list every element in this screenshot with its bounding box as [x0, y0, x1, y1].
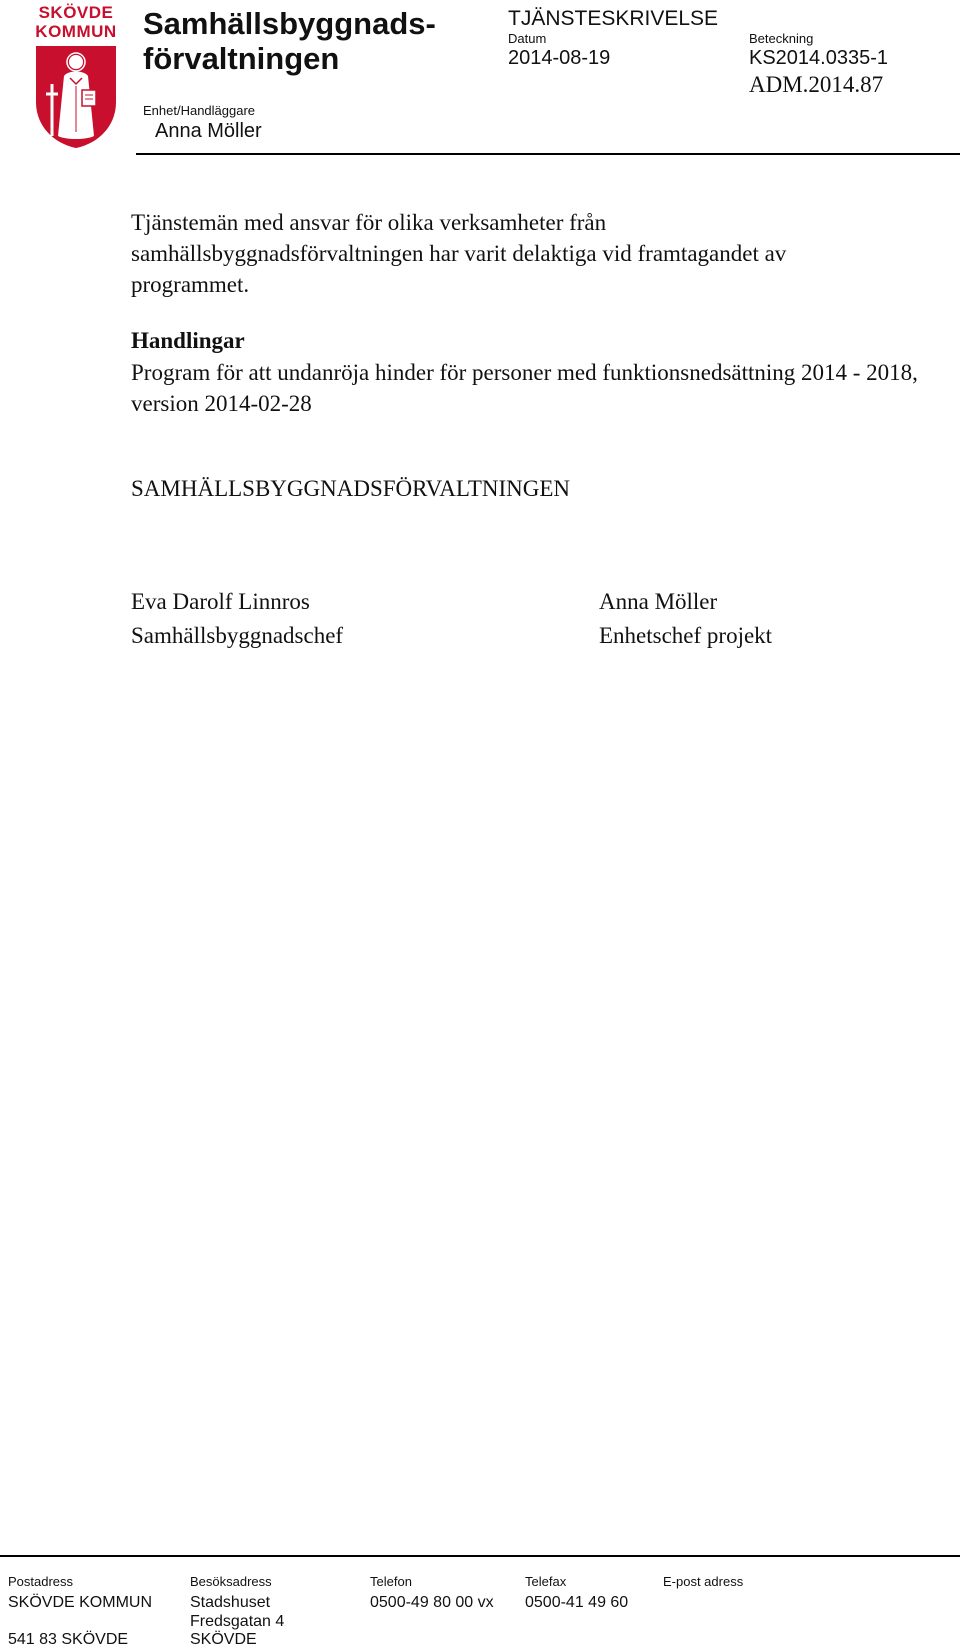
- signature-left-title: Samhällsbyggnadschef: [131, 623, 344, 648]
- footer-besoksadress-label: Besöksadress: [190, 1574, 272, 1589]
- footer-besoksadress-line2: Fredsgatan 4: [190, 1613, 285, 1630]
- logo-text-line1: SKÖVDE: [38, 3, 114, 22]
- department-title: [143, 6, 436, 76]
- signature-left-name: Eva Darolf Linnros: [131, 589, 310, 614]
- handlaggare-label: Enhet/Handläggare: [143, 103, 256, 118]
- signature-right-name: Anna Möller: [599, 589, 718, 614]
- footer-divider: [0, 1555, 960, 1557]
- footer-telefon-label: Telefon: [370, 1574, 412, 1589]
- footer-postadress-line2: 541 83 SKÖVDE: [8, 1631, 129, 1648]
- footer-besoksadress-line1: Stadshuset: [190, 1594, 271, 1611]
- handlaggare-name: Anna Möller: [155, 120, 262, 142]
- department-signature-heading: SAMHÄLLSBYGGNADSFÖRVALTNINGEN: [131, 476, 571, 501]
- department-title-line2: förvaltningen: [143, 41, 340, 76]
- footer-postadress-line1: SKÖVDE KOMMUN: [8, 1594, 153, 1611]
- document-type: TJÄNSTESKRIVELSE: [508, 7, 719, 30]
- intro-paragraph: Tjänstemän med ansvar för olika verksamheter från samhällsbyggnadsförvaltningen har varit delaktiga vid framtagandet av programmet.: [131, 210, 787, 297]
- logo-text-line2: KOMMUN: [35, 22, 117, 41]
- footer-besoksadress-line3: SKÖVDE: [190, 1631, 257, 1648]
- signature-right: [599, 585, 772, 653]
- handlingar-heading: Handlingar: [131, 328, 245, 353]
- handlingar-text: Program för att undanröja hinder för personer med funktionsnedsättning 2014 - 2018, version 2014-02-28: [131, 360, 918, 416]
- header-divider: [136, 153, 960, 155]
- department-title-line1: Samhällsbyggnads-: [143, 6, 436, 41]
- beteckning-value-2: ADM.2014.87: [749, 72, 884, 97]
- footer-epost-label: E-post adress: [663, 1574, 744, 1589]
- footer-telefon-value: 0500-49 80 00 vx: [370, 1594, 494, 1611]
- signature-right-title: Enhetschef projekt: [599, 623, 773, 648]
- footer-telefax-value: 0500-41 49 60: [525, 1594, 629, 1611]
- signature-left: [131, 585, 343, 653]
- beteckning-value-1: KS2014.0335-1: [749, 47, 889, 69]
- date-value: 2014-08-19: [508, 47, 611, 69]
- beteckning-label: Beteckning: [749, 31, 814, 46]
- footer-telefax-label: Telefax: [525, 1574, 567, 1589]
- footer-postadress-label: Postadress: [8, 1574, 74, 1589]
- coat-of-arms-icon: [34, 44, 118, 150]
- skovde-kommun-logo: [30, 4, 122, 152]
- date-label: Datum: [508, 31, 547, 46]
